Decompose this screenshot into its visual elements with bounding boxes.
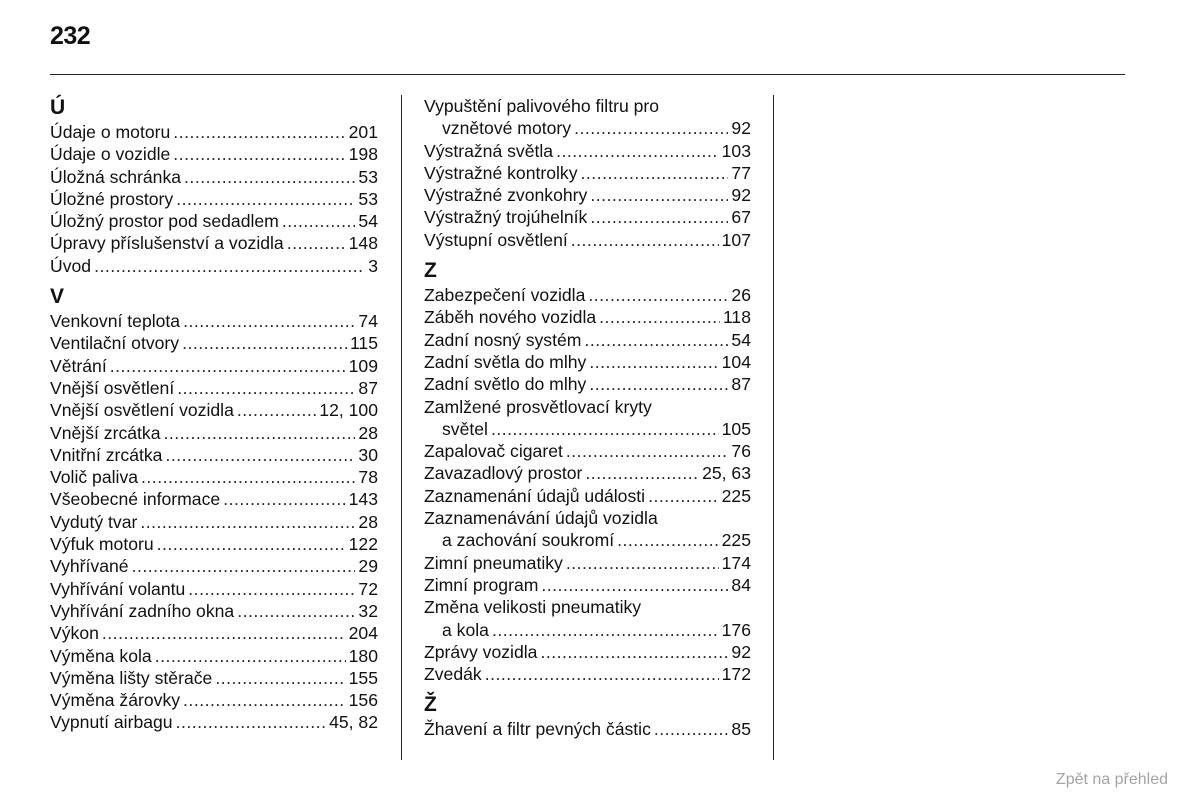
index-term: Zavazadlový prostor (424, 463, 583, 484)
index-term: Zadní nosný systém (424, 329, 582, 350)
index-term: Větrání (50, 355, 107, 376)
index-term: Zimní pneumatiky (424, 552, 563, 573)
dot-leader (176, 711, 326, 733)
section-letter: Z (424, 259, 437, 283)
index-term: Údaje o motoru (50, 122, 171, 142)
index-term: Zadní světla do mlhy (424, 351, 587, 372)
index-entry[interactable] (50, 121, 378, 143)
index-entry[interactable] (424, 529, 751, 551)
index-term: Zadní světlo do mlhy (424, 374, 587, 395)
index-term: Volič paliva (50, 467, 139, 488)
index-term: Všeobecné informace (50, 489, 221, 510)
index-entry[interactable] (424, 140, 751, 162)
page-reference[interactable]: 155 (348, 667, 378, 688)
index-entry[interactable] (50, 555, 378, 577)
page-reference[interactable]: 115 (349, 333, 378, 354)
page-reference[interactable]: 172 (721, 664, 751, 685)
dot-leader (566, 552, 719, 574)
dot-leader (654, 718, 729, 740)
index-section (424, 692, 751, 740)
dot-leader (590, 206, 728, 228)
index-term: Zimní program (424, 574, 539, 595)
index-entry[interactable] (424, 462, 751, 484)
page-reference[interactable]: 122 (348, 534, 378, 555)
dot-leader (648, 485, 719, 507)
index-term: Výstražné kontrolky (424, 162, 578, 183)
index-term: Vyhřívání volantu (50, 578, 186, 599)
dot-leader (589, 351, 718, 373)
page-reference[interactable]: 85 (731, 719, 751, 740)
index-term: Úložné prostory (50, 188, 174, 209)
index-term: Venkovní teplota (50, 311, 181, 332)
page-reference[interactable]: 148 (348, 233, 378, 254)
index-entry[interactable] (50, 399, 378, 421)
page-reference[interactable]: 201 (348, 122, 378, 142)
index-entry[interactable] (424, 229, 751, 251)
index-term: Výměna žárovky (50, 690, 181, 711)
page-reference[interactable]: 12, 100 (319, 400, 378, 421)
page-reference[interactable]: 143 (348, 489, 378, 510)
index-term: Zabezpečení vozidla (424, 285, 586, 306)
index-term: Zaznamenání údajů události (424, 485, 646, 506)
index-entry[interactable] (50, 355, 378, 377)
dot-leader (157, 533, 346, 555)
index-entry[interactable] (50, 310, 378, 332)
index-entry-first-line: Změna velikosti pneumatiky (424, 597, 642, 618)
dot-leader (215, 667, 345, 689)
index-entry[interactable] (424, 184, 751, 206)
index-column-1 (50, 95, 378, 734)
page-reference[interactable]: 87 (731, 374, 751, 395)
index-entry[interactable] (50, 255, 378, 277)
index-term: Úložný prostor pod sedadlem (50, 211, 279, 232)
page-reference[interactable]: 225 (721, 485, 751, 506)
dot-leader (571, 229, 719, 251)
index-entry[interactable] (50, 166, 378, 188)
index-entry[interactable] (424, 418, 751, 440)
dot-leader (173, 143, 345, 165)
index-entry[interactable] (50, 188, 378, 210)
dot-leader (588, 284, 728, 306)
page-reference[interactable]: 76 (731, 441, 751, 462)
index-term: Vydutý tvar (50, 511, 138, 532)
index-term: Úvod (50, 255, 92, 276)
index-term: a kola (442, 619, 489, 640)
index-term: Výstupní osvětlení (424, 229, 568, 250)
index-term: Výfuk motoru (50, 534, 154, 555)
dot-leader (155, 645, 346, 667)
index-entry[interactable] (50, 511, 378, 533)
index-entry[interactable] (50, 711, 378, 733)
index-entry[interactable] (424, 641, 751, 663)
index-section (424, 258, 751, 685)
index-term: Vnější osvětlení (50, 377, 175, 398)
index-term: Výkon (50, 623, 99, 644)
dot-leader (485, 663, 719, 685)
dot-leader (177, 377, 355, 399)
page-reference[interactable]: 225 (721, 530, 751, 551)
page-reference[interactable]: 29 (358, 556, 378, 577)
page-reference[interactable]: 92 (731, 185, 751, 206)
dot-leader (589, 373, 728, 395)
index-entry[interactable] (50, 210, 378, 232)
index-section (424, 95, 751, 251)
dot-leader (566, 440, 729, 462)
page-reference[interactable]: 30 (358, 444, 378, 465)
index-entry[interactable] (424, 162, 751, 184)
dot-leader (282, 210, 356, 232)
index-entry[interactable] (424, 206, 751, 228)
index-section (50, 95, 378, 277)
page-reference[interactable]: 53 (358, 188, 378, 209)
dot-leader (590, 184, 728, 206)
page-reference[interactable]: 78 (358, 467, 378, 488)
index-entry[interactable] (50, 444, 378, 466)
index-entry-first-line: Zamlžené prosvětlovací kryty (424, 396, 652, 417)
index-term: Vnitřní zrcátka (50, 444, 163, 465)
index-term: Vnější zrcátka (50, 422, 161, 443)
page-reference[interactable]: 105 (721, 418, 751, 439)
back-to-overview-link[interactable]: Zpět na přehled (1055, 771, 1168, 788)
index-entry[interactable] (424, 718, 751, 740)
page-reference[interactable]: 77 (731, 162, 751, 183)
index-section (50, 284, 378, 734)
index-term: a zachování soukromí (442, 530, 615, 551)
dot-leader (140, 511, 355, 533)
page-reference[interactable]: 67 (731, 207, 751, 228)
index-term: Vyhřívané (50, 556, 129, 577)
index-term: Úložná schránka (50, 166, 182, 187)
index-term: vznětové motory (442, 118, 572, 139)
index-entry[interactable] (424, 619, 751, 641)
index-term: Zvedák (424, 664, 482, 685)
index-term: Záběh nového vozidla (424, 307, 597, 328)
index-entry[interactable] (424, 373, 751, 395)
dot-leader (556, 140, 719, 162)
page-reference[interactable]: 45, 82 (329, 712, 378, 733)
dot-leader (223, 488, 345, 510)
dot-leader (574, 117, 728, 139)
index-term: světel (442, 418, 488, 439)
page-reference[interactable]: 28 (358, 511, 378, 532)
page-reference[interactable]: 204 (348, 623, 378, 644)
page-reference[interactable]: 156 (348, 690, 378, 711)
dot-leader (540, 641, 728, 663)
dot-leader (617, 529, 719, 551)
dot-leader (188, 578, 355, 600)
dot-leader (237, 399, 316, 421)
section-letter: Ú (50, 96, 66, 119)
index-entry[interactable] (50, 645, 378, 667)
dot-leader (184, 166, 355, 188)
dot-leader (110, 355, 346, 377)
dot-leader (173, 121, 345, 143)
page-reference[interactable]: 74 (358, 311, 378, 332)
page-reference[interactable]: 84 (731, 574, 751, 595)
dot-leader (176, 188, 355, 210)
index-term: Vyhřívání zadního okna (50, 600, 235, 621)
index-entry[interactable] (424, 351, 751, 373)
dot-leader (599, 306, 720, 328)
index-term: Ventilační otvory (50, 333, 180, 354)
page-reference[interactable]: 3 (368, 255, 378, 276)
index-entry[interactable] (50, 422, 378, 444)
page-reference[interactable]: 72 (358, 578, 378, 599)
index-entry[interactable] (50, 332, 378, 354)
index-entry[interactable] (50, 143, 378, 165)
index-term: Výstražné zvonkohry (424, 185, 588, 206)
page-reference[interactable]: 92 (731, 118, 751, 139)
page-reference[interactable]: 174 (721, 552, 751, 573)
index-entry[interactable] (50, 488, 378, 510)
dot-leader (164, 422, 356, 444)
index-entry[interactable] (424, 329, 751, 351)
dot-leader (237, 600, 355, 622)
index-term: Úpravy příslušenství a vozidla (50, 233, 284, 254)
index-entry[interactable] (50, 622, 378, 644)
section-letter: V (50, 285, 65, 309)
dot-leader (141, 466, 355, 488)
index-entry[interactable] (424, 440, 751, 462)
index-term: Údaje o vozidle (50, 144, 171, 165)
index-term: Výměna lišty stěrače (50, 667, 213, 688)
page-reference[interactable]: 32 (358, 600, 378, 621)
page-reference[interactable]: 109 (348, 355, 378, 376)
page-reference[interactable]: 180 (348, 645, 378, 666)
page-reference[interactable]: 107 (721, 229, 751, 250)
page-reference[interactable]: 54 (731, 329, 751, 350)
index-entry-first-line: Zaznamenávání údajů vozidla (424, 508, 658, 529)
page-reference[interactable]: 87 (358, 377, 378, 398)
dot-leader (182, 332, 347, 354)
page-reference[interactable]: 103 (721, 140, 751, 161)
index-term: Vypnutí airbagu (50, 712, 173, 733)
page-reference[interactable]: 176 (721, 619, 751, 640)
index-entry[interactable] (50, 466, 378, 488)
index-entry[interactable] (424, 485, 751, 507)
index-entry[interactable] (50, 578, 378, 600)
index-entry[interactable] (50, 232, 378, 254)
dot-leader (102, 622, 346, 644)
index-entry[interactable] (50, 377, 378, 399)
dot-leader (491, 418, 719, 440)
dot-leader (581, 162, 729, 184)
page-reference[interactable]: 28 (358, 422, 378, 443)
page-number: 232 (50, 22, 91, 50)
header-rule (50, 74, 1125, 75)
index-column-2 (424, 95, 751, 741)
section-letter: Ž (424, 693, 437, 717)
dot-leader (585, 462, 699, 484)
index-entry[interactable] (424, 552, 751, 574)
index-entry[interactable] (424, 574, 751, 596)
index-term: Výstražný trojúhelník (424, 207, 588, 228)
column-divider (401, 95, 402, 760)
dot-leader (287, 232, 346, 254)
index-entry[interactable] (50, 533, 378, 555)
page-reference[interactable]: 53 (358, 166, 378, 187)
index-entry-first-line: Vypuštění palivového filtru pro (424, 96, 660, 116)
page-reference[interactable]: 198 (348, 144, 378, 165)
page-reference[interactable]: 54 (358, 211, 378, 232)
dot-leader (183, 689, 346, 711)
dot-leader (584, 329, 728, 351)
index-entry[interactable] (424, 663, 751, 685)
dot-leader (132, 555, 356, 577)
page-reference[interactable]: 26 (731, 285, 751, 306)
dot-leader (183, 310, 355, 332)
index-entry[interactable] (50, 667, 378, 689)
index-entry[interactable] (424, 306, 751, 328)
column-divider (773, 95, 774, 760)
index-entry[interactable] (50, 689, 378, 711)
dot-leader (165, 444, 355, 466)
dot-leader (541, 574, 728, 596)
index-term: Výměna kola (50, 645, 152, 666)
page-reference[interactable]: 104 (721, 351, 751, 372)
index-term: Zprávy vozidla (424, 641, 538, 662)
index-term: Zapalovač cigaret (424, 441, 563, 462)
page-reference[interactable]: 118 (722, 307, 751, 328)
index-term: Vnější osvětlení vozidla (50, 400, 234, 421)
index-entry[interactable] (50, 600, 378, 622)
page-reference[interactable]: 92 (731, 641, 751, 662)
dot-leader (94, 255, 365, 277)
index-term: Výstražná světla (424, 140, 554, 161)
index-entry[interactable] (424, 284, 751, 306)
index-entry[interactable] (424, 117, 751, 139)
index-term: Žhavení a filtr pevných částic (424, 719, 651, 740)
dot-leader (492, 619, 719, 641)
page-reference[interactable]: 25, 63 (702, 463, 751, 484)
